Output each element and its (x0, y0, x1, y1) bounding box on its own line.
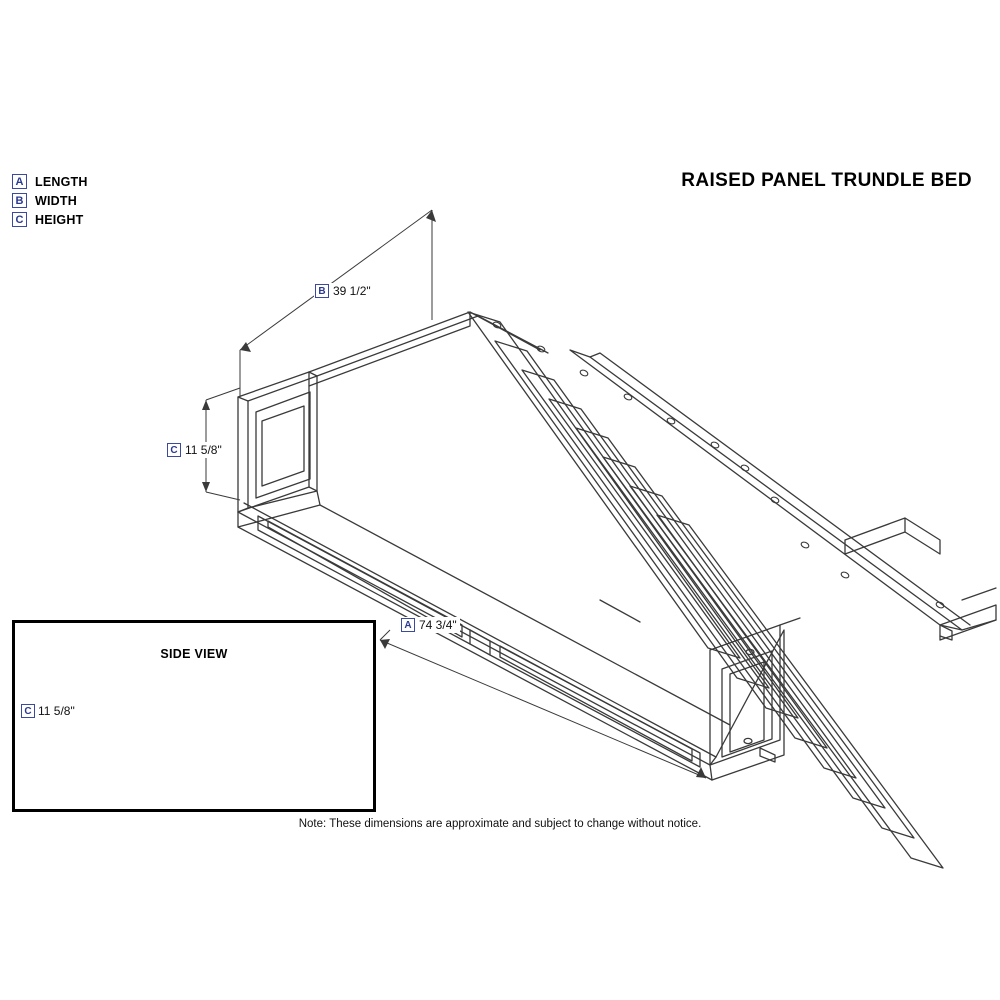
legend (12, 172, 88, 229)
dimension-value-length: 74 3/4" (419, 618, 457, 632)
dimension-value-height: 11 5/8" (185, 443, 222, 457)
side-view-dimension-callout-height (20, 703, 78, 719)
legend-item-height (12, 210, 88, 229)
legend-label-height: HEIGHT (35, 212, 84, 227)
dimension-value-width: 39 1/2" (333, 284, 371, 298)
side-view-dimension-key-c: C (21, 704, 35, 718)
dimension-callout-width (314, 283, 374, 299)
dimension-callout-length (400, 617, 460, 633)
side-view-title: SIDE VIEW (160, 647, 228, 661)
legend-label-length: LENGTH (35, 174, 88, 189)
slat-group (468, 312, 943, 868)
legend-item-width (12, 191, 88, 210)
disclaimer-note (0, 818, 1000, 830)
page-title: RAISED PANEL TRUNDLE BED (681, 170, 972, 191)
dimension-callout-height (166, 442, 225, 458)
center-support (470, 600, 640, 641)
dimension-key-a: A (401, 618, 415, 632)
legend-key-b: B (12, 193, 27, 208)
dimension-key-c: C (167, 443, 181, 457)
far-side-rail (570, 350, 996, 640)
legend-key-c: C (12, 212, 27, 227)
end-panel-left (238, 372, 320, 527)
side-support-rails (780, 518, 996, 625)
dimension-key-b: B (315, 284, 329, 298)
legend-label-width: WIDTH (35, 193, 77, 208)
side-view-dimension-value-height: 11 5/8" (38, 704, 75, 718)
legend-key-a: A (12, 174, 27, 189)
disclaimer-note-text: Note: These dimensions are approximate and subject to change without notice. (298, 818, 702, 830)
legend-item-length (12, 172, 88, 191)
